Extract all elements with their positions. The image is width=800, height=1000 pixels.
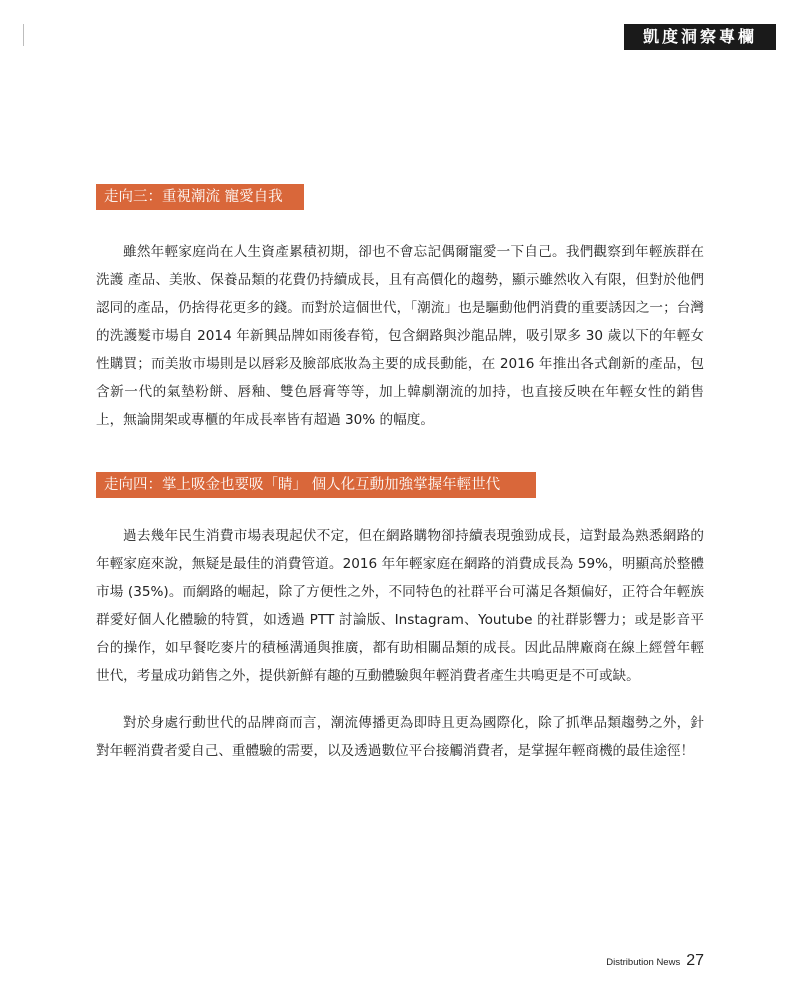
corner-mark — [23, 24, 24, 46]
body-paragraph: 過去幾年民生消費市場表現起伏不定，但在網路購物卻持續表現強勁成長，這對最為熟悉網路的年輕家庭來說，無疑是最佳的消費管道。2016 年年輕家庭在網路的消費成長為 59%，明顯高於整體市場 (35%)。而網路的崛起，除了方便性之外，不同特色的社群平台可滿足各類偏好，正符合年輕族群愛好個人化體驗的特質，如透過 PTT 討論版、Instagram、Youtube 的社群影響力；或是影音平台的操作，如早餐吃麥片的積極溝通與推廣，都有助相關品類的成長。因此品牌廠商在線上經營年輕世代，考量成功銷售之外，提供新鮮有趣的互動體驗與年輕消費者產生共鳴更是不可或缺。 — [96, 528, 704, 684]
section-heading-4: 走向四：掌上吸金也要吸「睛」 個人化互動加強掌握年輕世代 — [96, 472, 536, 498]
body-paragraph: 雖然年輕家庭尚在人生資產累積初期，卻也不會忘記偶爾寵愛一下自己。我們觀察到年輕族群在洗護 產品、美妝、保養品類的花費仍持續成長，且有高價化的趨勢，顯示雖然收入有限，但對於他們認同的產品，仍捨得花更多的錢。而對於這個世代，「潮流」也是驅動他們消費的重要誘因之一；台灣的洗護髮市場自 2014 年新興品牌如雨後春筍，包含網路與沙龍品牌，吸引眾多 30 歲以下的年輕女性購買；而美妝市場則是以唇彩及臉部底妝為主要的成長動能，在 2016 年推出各式創新的產品，包含新一代的氣墊粉餅、唇釉、雙色唇膏等等，加上韓劇潮流的加持，也直接反映在年輕女性的銷售上，無論開架或專櫃的年成長率皆有超過 30% 的幅度。 — [96, 244, 704, 428]
conclusion-paragraph: 對於身處行動世代的品牌商而言，潮流傳播更為即時且更為國際化，除了抓準品類趨勢之外，針對年輕消費者愛自己、重體驗的需要，以及透過數位平台接觸消費者，是掌握年輕商機的最佳途徑！ — [96, 715, 704, 759]
publication-name: Distribution News — [606, 957, 681, 968]
page-footer — [606, 952, 704, 976]
page-number: 27 — [686, 952, 704, 969]
column-label: 凱度洞察專欄 — [624, 24, 776, 50]
section-heading-3: 走向三：重視潮流 寵愛自我 — [96, 184, 304, 210]
